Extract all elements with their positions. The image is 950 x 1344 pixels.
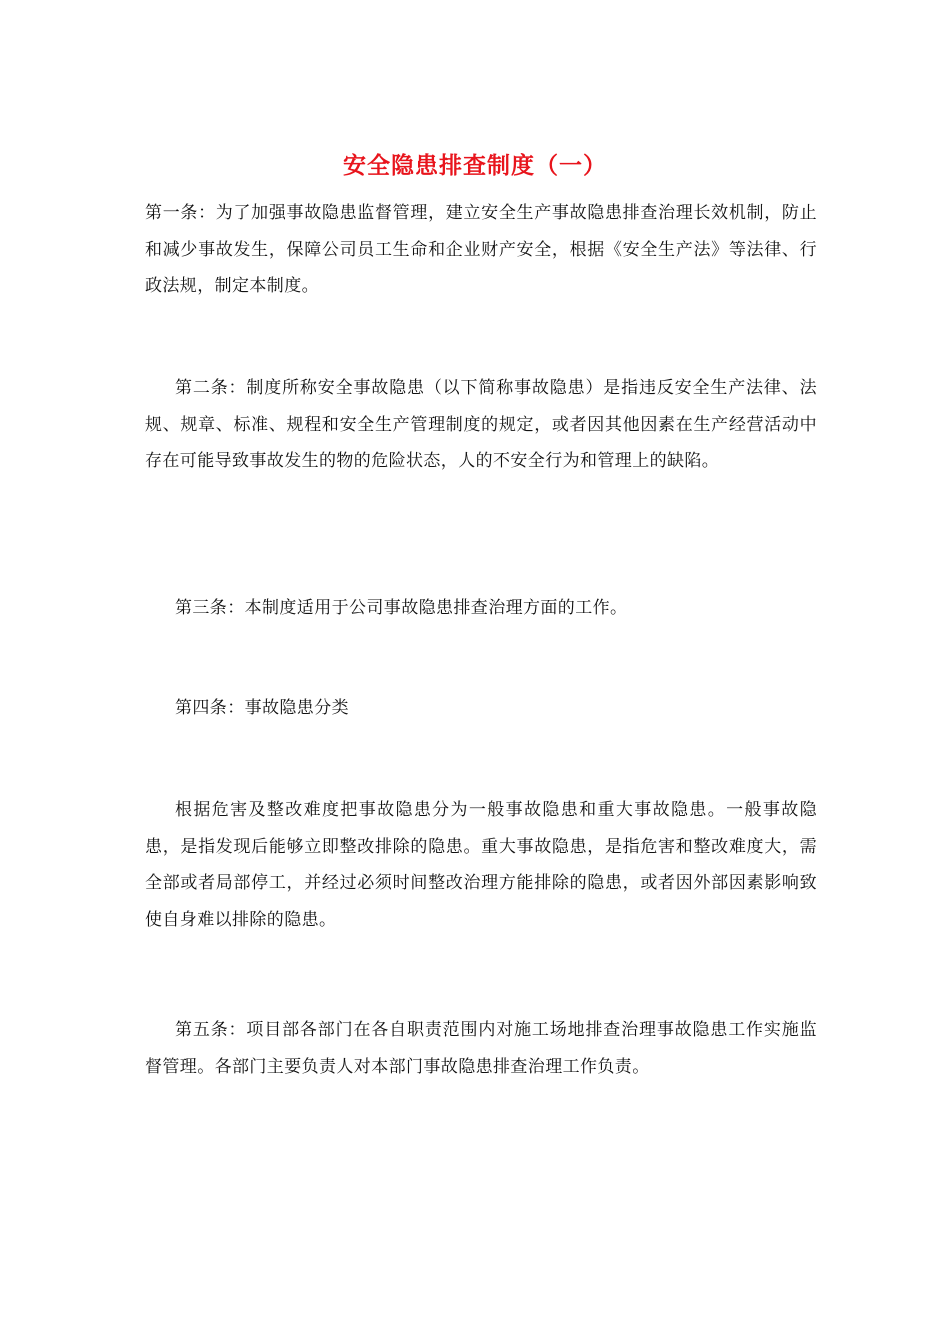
article-3-paragraph: 第三条：本制度适用于公司事故隐患排查治理方面的工作。 (175, 598, 628, 618)
article-4-heading: 第四条：事故隐患分类 (175, 698, 349, 718)
document-title: 安全隐患排查制度（一） (343, 153, 607, 179)
hazard-classification-paragraph: 根据危害及整改难度把事故隐患分为一般事故隐患和重大事故隐患。一般事故隐患，是指发现后能够立即整改排除的隐患。重大事故隐患，是指危害和整改难度大，需全部或者局部停工，并经过必须时间整改治理方能排除的隐患，或者因外部因素影响致使自身难以排除的隐患。 (145, 800, 817, 930)
article-5-paragraph: 第五条：项目部各部门在各自职责范围内对施工场地排查治理事故隐患工作实施监督管理。各部门主要负责人对本部门事故隐患排查治理工作负责。 (145, 1020, 817, 1077)
article-2-paragraph: 第二条：制度所称安全事故隐患（以下简称事故隐患）是指违反安全生产法律、法规、规章、标准、规程和安全生产管理制度的规定，或者因其他因素在生产经营活动中存在可能导致事故发生的物的危险状态，人的不安全行为和管理上的缺陷。 (145, 378, 817, 471)
article-1-paragraph: 第一条：为了加强事故隐患监督管理，建立安全生产事故隐患排查治理长效机制，防止和减少事故发生，保障公司员工生命和企业财产安全，根据《安全生产法》等法律、行政法规，制定本制度。 (145, 203, 817, 296)
